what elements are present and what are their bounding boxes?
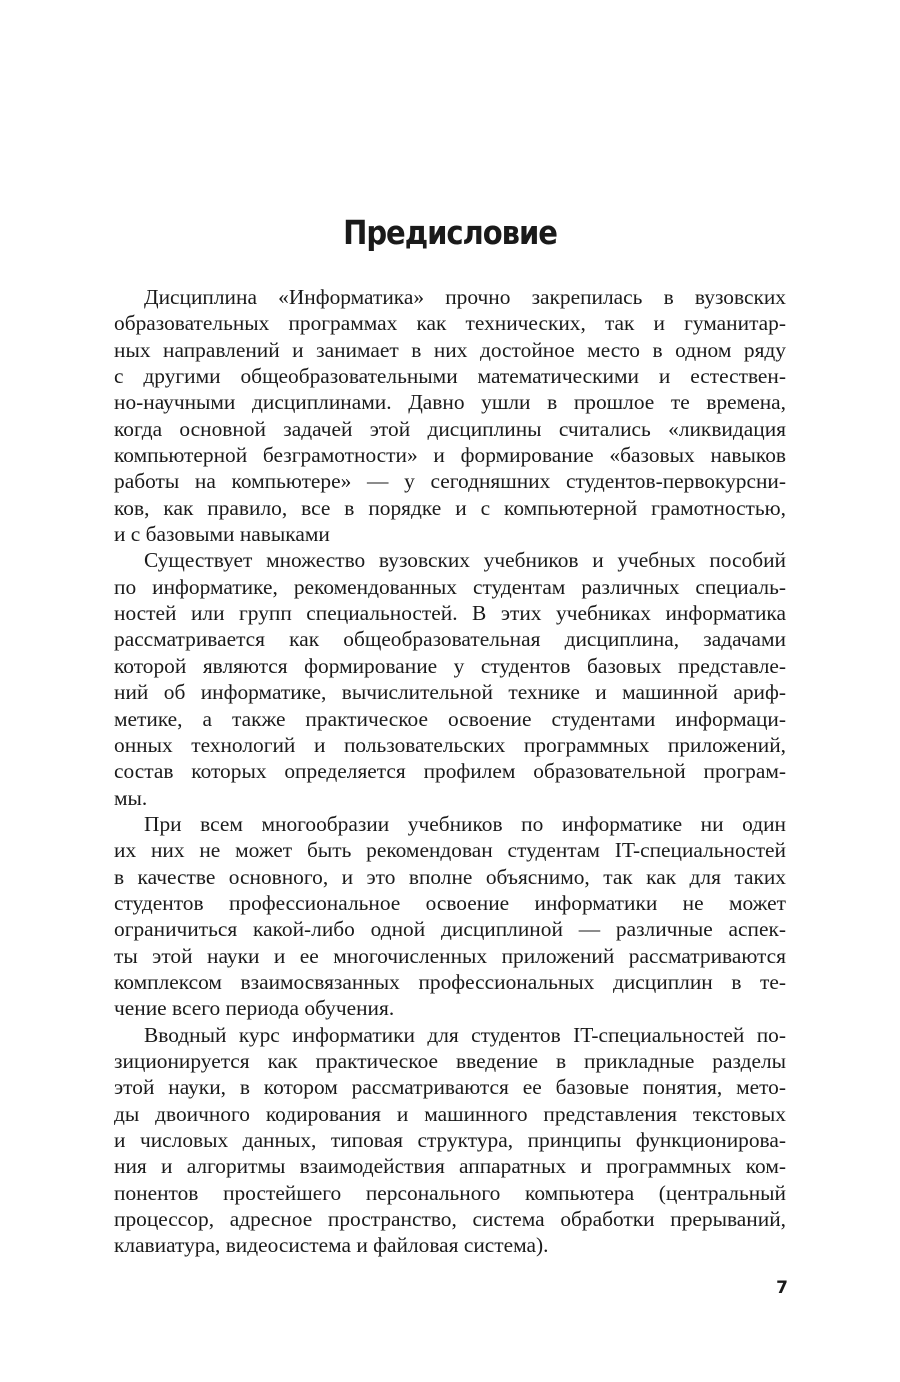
text-line: комплексом взаимосвязанных профессиональных дисциплин в те- (114, 969, 786, 994)
text-line: работы на компьютере» — у сегодняшних студентов-первокурсни- (114, 469, 786, 494)
text-line: ков, как правило, все в порядке и с компьютерной грамотностью, (114, 495, 786, 520)
text-line: в качестве основного, и это вполне объяснимо, так как для таких (114, 864, 786, 889)
text-line: ты этой науки и ее многочисленных приложений рассматриваются (114, 943, 786, 968)
text-line: ния и алгоритмы взаимодействия аппаратных и программных ком- (114, 1154, 786, 1179)
paragraph (114, 1022, 786, 1259)
text-line: Существует множество вузовских учебников и учебных пособий (144, 548, 786, 573)
paragraph (114, 811, 786, 1022)
text-line: ограничиться какой-либо одной дисциплиной — различные аспек- (114, 917, 786, 942)
text-line: онных технологий и пользовательских программных приложений, (114, 732, 786, 757)
text-line: мы. (114, 785, 148, 810)
text-line: клавиатура, видеосистема и файловая система). (114, 1233, 549, 1258)
text-line: понентов простейшего персонального компьютера (центральный (114, 1180, 786, 1205)
text-line: рассматривается как общеобразовательная дисциплина, задачами (114, 627, 786, 652)
text-line: и с базовыми навыками (114, 522, 330, 547)
text-line: Дисциплина «Информатика» прочно закрепилась в вузовских (144, 285, 786, 309)
text-line: с другими общеобразовательными математическими и естествен- (114, 364, 786, 389)
text-line: их них не может быть рекомендован студентам IT-специальностей (114, 838, 786, 863)
text-line: студентов профессиональное освоение информатики не может (114, 890, 786, 915)
text-line: образовательных программах как технических, так и гуманитар- (114, 311, 786, 336)
text-line: При всем многообразии учебников по информатике ни один (144, 811, 786, 836)
paragraph (114, 547, 786, 810)
text-line: которой являются формирование у студентов базовых представле- (114, 653, 786, 678)
body-text (114, 284, 786, 1259)
text-line: зиционируется как практическое введение в прикладные разделы (114, 1048, 786, 1073)
text-line: состав которых определяется профилем образовательной програм- (114, 759, 786, 784)
text-line: когда основной задачей этой дисциплины считались «ликвидация (114, 416, 786, 441)
text-line: ных направлений и занимает в них достойное место в одном ряду (114, 337, 786, 362)
text-line: ностей или групп специальностей. В этих учебниках информатика (114, 601, 786, 626)
text-line: и числовых данных, типовая структура, принципы функционирова- (114, 1128, 786, 1152)
text-line: метике, а также практическое освоение студентами информаци- (114, 706, 786, 731)
text-line: компьютерной безграмотности» и формирование «базовых навыков (114, 443, 786, 468)
text-line: чение всего периода обучения. (114, 996, 395, 1021)
page-title: Предисловие (343, 213, 557, 252)
text-line: этой науки, в котором рассматриваются ее базовые понятия, мето- (114, 1075, 786, 1100)
paragraph (114, 284, 786, 547)
text-line: ний об информатике, вычислительной технике и машинной ариф- (114, 680, 786, 705)
page-number: 7 (776, 1278, 788, 1298)
text-line: по информатике, рекомендованных студентам различных специаль- (114, 574, 786, 599)
text-line: ды двоичного кодирования и машинного представления текстовых (114, 1101, 786, 1126)
text-line: процессор, адресное пространство, система обработки прерываний, (114, 1207, 786, 1232)
text-line: но-научными дисциплинами. Давно ушли в прошлое те времена, (114, 390, 786, 415)
text-line: Вводный курс информатики для студентов IT-специальностей по- (144, 1022, 786, 1047)
